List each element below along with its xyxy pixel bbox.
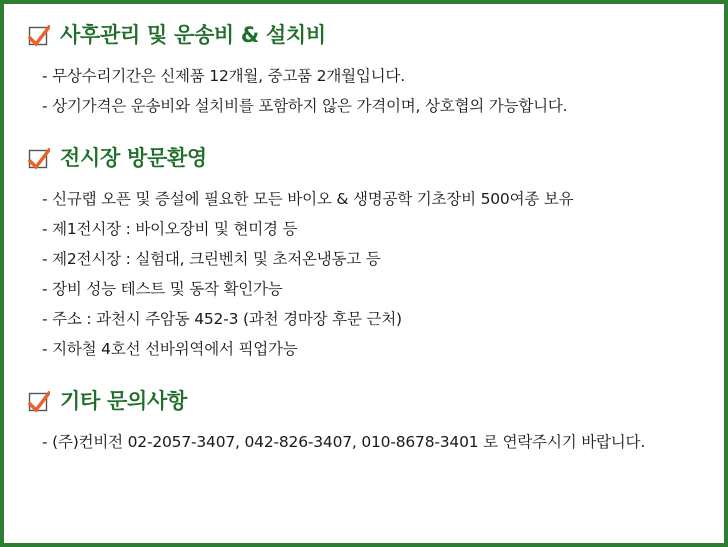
list-item: - (주)컨비전 02-2057-3407, 042-826-3407, 010-8678-3401 로 연락주시기 바랍니다.	[42, 433, 646, 452]
list-item: - 제1전시장 : 바이오장비 및 현미경 등	[42, 220, 298, 239]
list-item: - 주소 : 과천시 주암동 452-3 (과천 경마장 후문 근처)	[42, 310, 402, 329]
list-item: - 신규랩 오픈 및 증설에 필요한 모든 바이오 & 생명공학 기초장비 500여종 보유	[42, 190, 574, 209]
section-title: 기타 문의사항	[60, 389, 187, 414]
section-item-list	[28, 184, 700, 364]
section-after-service	[28, 24, 700, 121]
section-showroom	[28, 147, 700, 364]
section-heading	[28, 24, 700, 47]
list-item: - 무상수리기간은 신제품 12개월, 중고품 2개월입니다.	[42, 67, 405, 86]
list-item: - 상기가격은 운송비와 설치비를 포함하지 않은 가격이며, 상호협의 가능합니다.	[42, 97, 568, 116]
section-item-list	[28, 427, 700, 457]
section-item-list	[28, 61, 700, 121]
section-heading	[28, 390, 700, 413]
section-title: 전시장 방문환영	[60, 146, 207, 171]
check-mark-icon	[28, 391, 50, 413]
list-item: - 제2전시장 : 실험대, 크린벤치 및 초저온냉동고 등	[42, 250, 381, 269]
section-title: 사후관리 및 운송비 & 설치비	[60, 23, 326, 47]
document-content	[4, 4, 724, 543]
section-inquiry	[28, 390, 700, 457]
list-item: - 장비 성능 테스트 및 동작 확인가능	[42, 280, 283, 299]
check-mark-icon	[28, 148, 50, 170]
list-item: - 지하철 4호선 선바위역에서 픽업가능	[42, 340, 298, 359]
check-mark-icon	[28, 25, 50, 47]
section-heading	[28, 147, 700, 170]
